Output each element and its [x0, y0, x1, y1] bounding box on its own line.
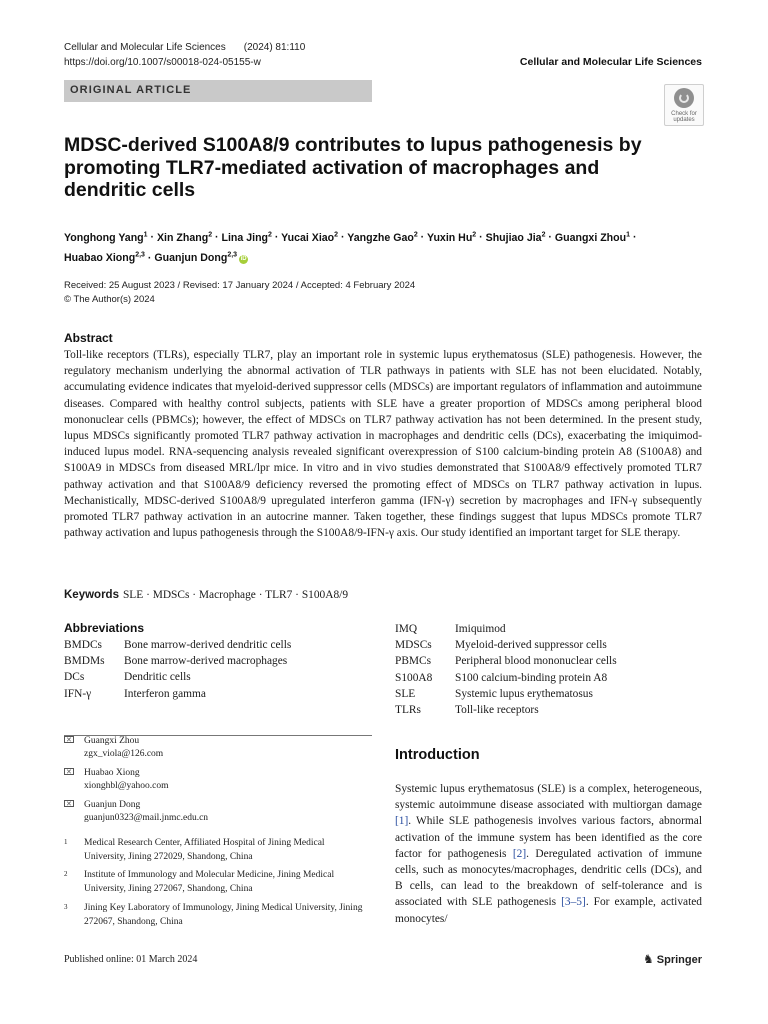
- envelope-icon: [64, 768, 74, 775]
- abstract-text: Toll-like receptors (TLRs), especially TLR7, play an important role in systemic lupus erythematosus (SLE) pathogenesis. However, the regulatory mechanism underlying the abnormal activation of TLR pathways in patients with SLE has not been elucidated. Notably, accumulating evidence indicates that myeloid-derived suppressor cells (MDSCs) are important regulators of inflammation and autoimmune diseases. Compared with healthy control subjects, patients with SLE have a greater proportion of MDSCs among peripheral blood mononuclear cells (PBMCs); however, the effect of MDSCs on TLR7 pathway activation has not been determined. In the present study, lupus MDSCs significantly promoted TLR7 pathway activation in macrophages and dendritic cells (DCs), exacerbating the imiquimod-induced lupus model. RNA-sequencing analysis revealed significant overexpression of S100 calcium-binding protein A8 (S100A8) and S100A9 in MDSCs from diseased MRL/lpr mice. In vitro and in vivo studies demonstrated that S100A8/9 effectively promoted TLR7 pathway activation and that S100A8/9 deficiency reversed the promoting effect of MDSCs on TLR7 pathway activation in lupus. Mechanistically, MDSC-derived S100A8/9 upregulated interferon gamma (IFN-γ) secretion by macrophages and IFN-γ subsequently promoted TLR7 pathway activation in an autocrine manner. Taken together, these findings suggest that lupus MDSCs promote TLR7 pathway activation and lupus pathogenesis through the S100A8/9-IFN-γ axis. Our study identified an important target for SLE therapy.: [64, 349, 702, 540]
- author: Yucai Xiao$^2$: [281, 231, 339, 244]
- contact-entry: [64, 735, 163, 761]
- keywords-label: Keywords: [64, 589, 119, 601]
- journal-name-right: Cellular and Molecular Life Sciences: [519, 56, 702, 68]
- introduction-heading: Introduction: [395, 747, 480, 763]
- publisher-logo: [643, 952, 702, 966]
- envelope-icon: [64, 736, 74, 743]
- author: Xin Zhang$^2$: [156, 231, 213, 244]
- journal-name: Cellular and Molecular Life Sciences: [64, 42, 226, 53]
- affiliation-text: Institute of Immunology and Molecular Medicine, Jining Medical University, Jining 272067, Shandong, China: [84, 870, 335, 894]
- check-for-updates-badge[interactable]: [664, 84, 704, 126]
- abbreviation-row: IMQ Imiquimod: [395, 623, 506, 635]
- author: Guanjun Dong$^{2,3}$: [154, 251, 238, 265]
- affiliation: [64, 869, 364, 896]
- author: Shujiao Jia$^2$: [485, 231, 546, 244]
- contact-email[interactable]: zgx_viola@126.com: [84, 749, 164, 759]
- abbreviation-row: BMDMs Bone marrow-derived macrophages: [64, 655, 288, 668]
- publisher-name: Springer: [656, 954, 702, 966]
- author: Guangxi Zhou$^1$: [554, 231, 631, 244]
- introduction-text: Systemic lupus erythematosus (SLE) is a complex, heterogeneous, systemic autoimmune disease associated with multiorgan damage [1]. While SLE pathogenesis involves various factors, abnormal activation of the immune system has been identified as the core factor for pathogenesis [2]. Deregulated activation of immune cells, such as monocytes/macrophages, dendritic cells (DCs), and B cells, can lead to the breakdown of self-tolerance and is associated with SLE pathogenesis [3–5]. For example, activated monocytes/: [395, 783, 702, 925]
- author: Lina Jing$^2$: [221, 231, 272, 244]
- author-list: Yonghong Yang$^1$ · Xin Zhang$^2$ · Lina Jing$^2$ · Yucai Xiao$^2$ · Yangzhe Gao$^2$ · Yuxin $Hu^2$ · Shujiao Jia$^2$ · Guangxi Zhou$^1$ · Huabao Xiong$^{2,3}$ · Guanjun Dong$^{2,3}$iD: [64, 231, 637, 265]
- abbreviations-right: [395, 621, 617, 718]
- abbreviation-row: SLE Systemic lupus erythematosus: [395, 687, 593, 700]
- affiliation-number: 3: [64, 903, 68, 911]
- abbreviation-row: MDSCs Myeloid-derived suppressor cells: [395, 639, 607, 652]
- affiliation: [64, 837, 364, 864]
- copyright: © The Author(s) 2024: [64, 293, 155, 305]
- history-dates: Received: 25 August 2023 / Revised: 17 January 2024 / Accepted: 4 February 2024: [64, 280, 416, 291]
- abbreviation-row: IFN-γ Interferon gamma: [64, 687, 206, 700]
- keywords: [64, 589, 348, 601]
- contact-email[interactable]: xionghbl@yahoo.com: [84, 781, 169, 791]
- check-updates-icon: [674, 88, 694, 108]
- abbreviation-row: BMDCs Bone marrow-derived dendritic cells: [64, 639, 292, 651]
- abbreviation-row: PBMCs Peripheral blood mononuclear cells: [395, 655, 617, 668]
- abbreviation-row: DCs Dendritic cells: [64, 671, 191, 684]
- article-type-band: [64, 80, 372, 102]
- keywords-list: SLE · MDSCs · Macrophage · TLR7 · S100A8/9: [122, 589, 349, 601]
- check-updates-line1: Check for: [671, 111, 697, 117]
- affiliation-text: Medical Research Center, Affiliated Hospital of Jining Medical University, Jining 272029, Shandong, China: [84, 838, 325, 862]
- check-updates-line2: updates: [673, 117, 695, 123]
- abbreviations-left: [64, 637, 291, 702]
- article-dates: [64, 279, 415, 306]
- abbreviation-row: TLRs Toll-like receptors: [395, 704, 539, 717]
- orcid-icon[interactable]: iD: [240, 256, 247, 263]
- citation-link[interactable]: [1]: [395, 815, 409, 828]
- doi-link[interactable]: https://doi.org/10.1007/s00018-024-05155-w: [64, 56, 261, 68]
- author: Huabao Xiong$^{2,3}$: [64, 251, 145, 265]
- contact-name: Huabao Xiong: [84, 768, 140, 778]
- contact-name: Guangxi Zhou: [84, 736, 140, 746]
- affiliation: [64, 902, 364, 929]
- article-title: MDSC-derived S100A8/9 contributes to lupus pathogenesis by promoting TLR7-mediated activation of macrophages and dendritic cells: [64, 134, 642, 201]
- author: Yonghong Yang$^1$: [64, 231, 148, 244]
- volume-info: (2024) 81:110: [243, 42, 306, 53]
- affiliation-text: Jining Key Laboratory of Immunology, Jining Medical University, Jining 272067, Shandong, China: [84, 903, 363, 927]
- citation-link[interactable]: [2]: [512, 847, 527, 860]
- abbreviations-heading: Abbreviations: [64, 621, 145, 635]
- published-date: Published online: 01 March 2024: [64, 954, 198, 965]
- author: Yuxin Hu$^2$: [426, 231, 477, 244]
- contact-entry: [64, 799, 208, 825]
- contact-entry: [64, 767, 168, 793]
- citation-link[interactable]: [3–5]: [561, 896, 586, 909]
- article-type: ORIGINAL ARTICLE: [70, 84, 192, 96]
- author: Yangzhe Gao$^2$: [347, 231, 418, 244]
- envelope-icon: [64, 800, 74, 807]
- running-header: [64, 41, 305, 70]
- affiliation-number: 2: [64, 870, 68, 878]
- springer-horse-icon: ♞: [643, 952, 654, 966]
- abbreviation-row: S100A8 S100 calcium-binding protein A8: [395, 671, 608, 684]
- contact-name: Guanjun Dong: [84, 800, 141, 810]
- contact-email[interactable]: guanjun0323@mail.jnmc.edu.cn: [84, 813, 209, 823]
- abstract-heading: Abstract: [64, 331, 113, 345]
- affiliation-number: 1: [64, 838, 68, 846]
